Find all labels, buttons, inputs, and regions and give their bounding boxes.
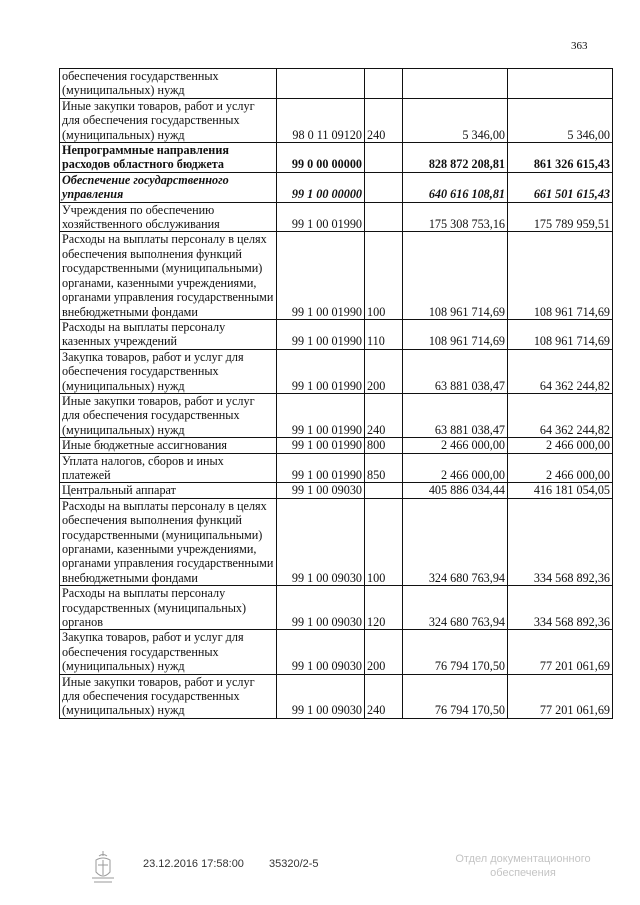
watermark-line-1: Отдел документационного [455, 853, 591, 865]
cell-target-code: 99 1 00 01990 [277, 319, 365, 349]
cell-expense-type: 200 [365, 349, 403, 393]
cell-amount-second: 334 568 892,36 [508, 498, 613, 585]
cell-amount-second: 416 181 054,05 [508, 483, 613, 498]
footer-date: 23.12.2016 17:58:00 [143, 858, 244, 870]
cell-amount-second: 861 326 615,43 [508, 143, 613, 173]
cell-name: Расходы на выплаты персоналу государственных (муниципальных) органов [60, 586, 277, 630]
cell-expense-type: 240 [365, 98, 403, 142]
cell-amount-second: 77 201 061,69 [508, 674, 613, 718]
cell-amount-second: 64 362 244,82 [508, 349, 613, 393]
cell-target-code: 99 1 00 01990 [277, 202, 365, 232]
cell-name: Закупка товаров, работ и услуг для обеспечения государственных (муниципальных) нужд [60, 630, 277, 674]
cell-expense-type [365, 172, 403, 202]
table-row [60, 498, 613, 585]
table-row [60, 393, 613, 437]
table-row [60, 69, 613, 99]
cell-target-code: 99 1 00 01990 [277, 349, 365, 393]
cell-target-code: 99 1 00 09030 [277, 674, 365, 718]
cell-name: Расходы на выплаты персоналу казенных учреждений [60, 319, 277, 349]
cell-target-code: 99 1 00 01990 [277, 438, 365, 453]
budget-table [59, 68, 613, 719]
cell-amount-first: 76 794 170,50 [403, 674, 508, 718]
department-watermark [448, 852, 598, 880]
cell-target-code: 99 1 00 00000 [277, 172, 365, 202]
cell-amount-second: 661 501 615,43 [508, 172, 613, 202]
table-row [60, 232, 613, 319]
cell-name: обеспечения государственных (муниципальных) нужд [60, 69, 277, 99]
table-row [60, 453, 613, 483]
cell-name: Иные бюджетные ассигнования [60, 438, 277, 453]
cell-name: Расходы на выплаты персоналу в целях обеспечения выполнения функций государственными (муниципальными) органами, казенными учреждениями, органами управления государственными внебюджетными фондами [60, 498, 277, 585]
cell-name: Закупка товаров, работ и услуг для обеспечения государственных (муниципальных) нужд [60, 349, 277, 393]
cell-amount-second: 108 961 714,69 [508, 232, 613, 319]
cell-amount-first [403, 69, 508, 99]
cell-amount-first: 405 886 034,44 [403, 483, 508, 498]
cell-target-code: 99 1 00 09030 [277, 498, 365, 585]
watermark-line-2: обеспечения [490, 867, 556, 879]
cell-amount-first: 324 680 763,94 [403, 586, 508, 630]
cell-expense-type: 850 [365, 453, 403, 483]
cell-target-code: 98 0 11 09120 [277, 98, 365, 142]
cell-name: Уплата налогов, сборов и иных платежей [60, 453, 277, 483]
cell-amount-first: 63 881 038,47 [403, 393, 508, 437]
cell-amount-second [508, 69, 613, 99]
cell-amount-first: 2 466 000,00 [403, 453, 508, 483]
cell-expense-type: 120 [365, 586, 403, 630]
cell-name: Обеспечение государственного управления [60, 172, 277, 202]
cell-expense-type [365, 202, 403, 232]
cell-amount-second: 64 362 244,82 [508, 393, 613, 437]
cell-amount-first: 175 308 753,16 [403, 202, 508, 232]
footer-document-number: 35320/2-5 [269, 858, 319, 870]
cell-amount-first: 108 961 714,69 [403, 319, 508, 349]
table-row [60, 674, 613, 718]
cell-amount-second: 108 961 714,69 [508, 319, 613, 349]
cell-amount-first: 76 794 170,50 [403, 630, 508, 674]
cell-amount-first: 5 346,00 [403, 98, 508, 142]
cell-amount-first: 63 881 038,47 [403, 349, 508, 393]
cell-amount-second: 2 466 000,00 [508, 438, 613, 453]
cell-expense-type: 200 [365, 630, 403, 674]
cell-target-code: 99 1 00 09030 [277, 630, 365, 674]
cell-target-code: 99 1 00 09030 [277, 483, 365, 498]
cell-target-code: 99 1 00 09030 [277, 586, 365, 630]
cell-amount-first: 640 616 108,81 [403, 172, 508, 202]
page-number: 363 [571, 40, 588, 52]
table-row [60, 349, 613, 393]
cell-expense-type: 800 [365, 438, 403, 453]
cell-expense-type [365, 143, 403, 173]
table-row [60, 202, 613, 232]
cell-amount-first: 828 872 208,81 [403, 143, 508, 173]
cell-target-code: 99 0 00 00000 [277, 143, 365, 173]
cell-name: Учреждения по обеспечению хозяйственного обслуживания [60, 202, 277, 232]
cell-name: Иные закупки товаров, работ и услуг для обеспечения государственных (муниципальных) нужд [60, 98, 277, 142]
cell-amount-second: 2 466 000,00 [508, 453, 613, 483]
page-footer [0, 846, 640, 896]
cell-expense-type: 110 [365, 319, 403, 349]
table-row [60, 630, 613, 674]
cell-target-code: 99 1 00 01990 [277, 232, 365, 319]
cell-target-code: 99 1 00 01990 [277, 393, 365, 437]
cell-amount-second: 175 789 959,51 [508, 202, 613, 232]
cell-expense-type: 240 [365, 674, 403, 718]
cell-expense-type: 240 [365, 393, 403, 437]
cell-name: Непрограммные направления расходов областного бюджета [60, 143, 277, 173]
table-row [60, 319, 613, 349]
cell-amount-second: 77 201 061,69 [508, 630, 613, 674]
cell-amount-second: 5 346,00 [508, 98, 613, 142]
table-row [60, 586, 613, 630]
cell-name: Иные закупки товаров, работ и услуг для обеспечения государственных (муниципальных) нужд [60, 393, 277, 437]
cell-name: Иные закупки товаров, работ и услуг для обеспечения государственных (муниципальных) нужд [60, 674, 277, 718]
cell-amount-first: 324 680 763,94 [403, 498, 508, 585]
cell-amount-second: 334 568 892,36 [508, 586, 613, 630]
cell-amount-first: 2 466 000,00 [403, 438, 508, 453]
cell-name: Центральный аппарат [60, 483, 277, 498]
cell-expense-type: 100 [365, 232, 403, 319]
table-row [60, 438, 613, 453]
coat-of-arms-icon [88, 848, 118, 888]
table-row [60, 143, 613, 173]
cell-expense-type [365, 69, 403, 99]
table-row [60, 98, 613, 142]
table-row [60, 483, 613, 498]
cell-expense-type [365, 483, 403, 498]
table-row [60, 172, 613, 202]
cell-target-code: 99 1 00 01990 [277, 453, 365, 483]
cell-name: Расходы на выплаты персоналу в целях обеспечения выполнения функций государственными (муниципальными) органами, казенными учреждениями, органами управления государственными внебюджетными фондами [60, 232, 277, 319]
cell-target-code [277, 69, 365, 99]
budget-table-body [60, 69, 613, 719]
cell-expense-type: 100 [365, 498, 403, 585]
cell-amount-first: 108 961 714,69 [403, 232, 508, 319]
